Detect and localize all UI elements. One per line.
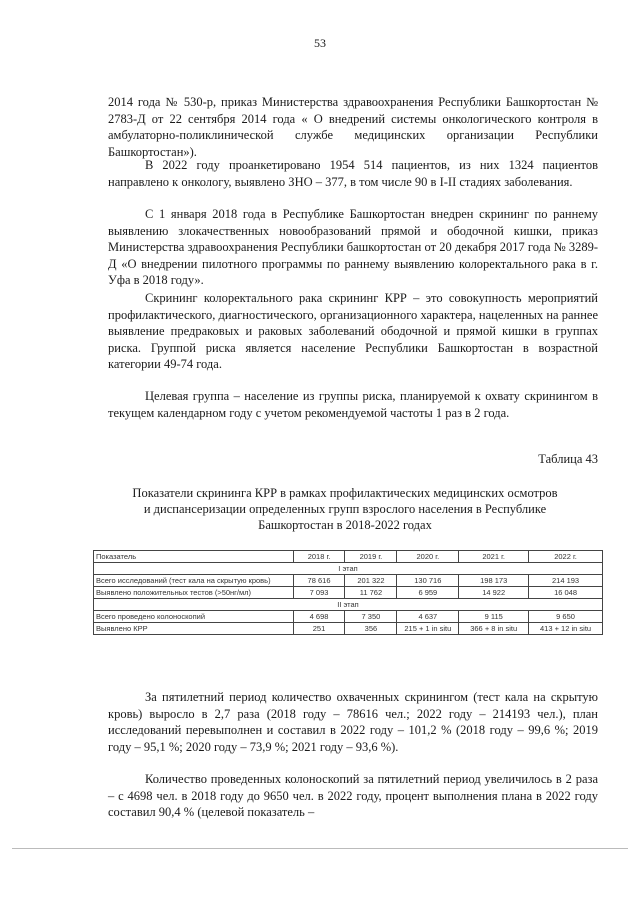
table-title: Показатели скрининга КРР в рамках профилактических медицинских осмотров и диспансеризации определенных групп взрослого населения в Республике Башкортостан в 2018-2022 годах bbox=[132, 486, 558, 532]
screening-table bbox=[93, 550, 603, 635]
footer-divider bbox=[12, 848, 628, 849]
header-year: 2021 г. bbox=[459, 551, 529, 563]
table-number: Таблица 43 bbox=[538, 452, 598, 466]
paragraph-survey-2022: В 2022 году проанкетировано 1954 514 пациентов, из них 1324 пациентов направлено к онкологу, выявлено ЗНО – 377, в том числе 90 в I-II стадиях заболевания. bbox=[108, 158, 598, 189]
cell-value: 4 637 bbox=[397, 611, 459, 623]
cell-value: 413 + 12 in situ bbox=[529, 623, 603, 635]
header-label: Показатель bbox=[94, 551, 294, 563]
table-row bbox=[94, 611, 603, 623]
table-header-row bbox=[94, 551, 603, 563]
cell-value: 7 350 bbox=[345, 611, 397, 623]
header-year: 2020 г. bbox=[397, 551, 459, 563]
table-row bbox=[94, 575, 603, 587]
cell-value: 78 616 bbox=[293, 575, 345, 587]
paragraph-coverage-growth: За пятилетний период количество охваченных скринингом (тест кала на скрытую кровь) выросло в 2,7 раза (2018 году – 78616 чел.; 2022 году – 214193 чел.), план исследований перевыполнен и составил в 2022 году – 101,2 % (2018 году – 99,6 %; 2019 году – 95,1 %; 2020 году – 73,9 %; 2021 году – 93,6 %). bbox=[108, 690, 598, 754]
cell-value: 16 048 bbox=[529, 587, 603, 599]
paragraph-screening-introduction: С 1 января 2018 года в Республике Башкортостан внедрен скрининг по раннему выявлению злокачественных новообразований прямой и ободочной кишки, приказ Министерства здравоохранения Республики башкортостан от 20 декабря 2017 года № 3289-Д «О внедрении пилотного программы по раннему выявлению колоректального рака в г. Уфа в 2018 году». bbox=[108, 207, 598, 287]
paragraph-colonoscopy-growth: Количество проведенных колоноскопий за пятилетний период увеличилось в 2 раза – с 4698 чел. в 2018 году до 9650 чел. в 2022 году, процент выполнения плана в 2022 году составил 90,4 % (целевой показатель – bbox=[108, 772, 598, 819]
cell-value: 4 698 bbox=[293, 611, 345, 623]
cell-value: 251 bbox=[293, 623, 345, 635]
cell-value: 201 322 bbox=[345, 575, 397, 587]
stage-1-label: I этап bbox=[94, 563, 603, 575]
table-row bbox=[94, 587, 603, 599]
cell-value: 11 762 bbox=[345, 587, 397, 599]
stage-row bbox=[94, 563, 603, 575]
row-label: Выявлено положительных тестов (>50нг/мл) bbox=[94, 587, 294, 599]
cell-value: 198 173 bbox=[459, 575, 529, 587]
paragraph-crc-screening-definition: Скрининг колоректального рака скрининг КРР – это совокупность мероприятий профилактического, диагностического, организационного характера, нацеленных на раннее выявление предраковых и раковых заболеваний ободочной и прямой кишки в группах риска. Группой риска является население Республики Башкортостан в возрастной категории 49-74 года. bbox=[108, 291, 598, 371]
cell-value: 215 + 1 in situ bbox=[397, 623, 459, 635]
header-year: 2018 г. bbox=[293, 551, 345, 563]
row-label: Всего проведено колоноскопий bbox=[94, 611, 294, 623]
cell-value: 9 650 bbox=[529, 611, 603, 623]
cell-value: 366 + 8 in situ bbox=[459, 623, 529, 635]
table-row bbox=[94, 623, 603, 635]
stage-row bbox=[94, 599, 603, 611]
paragraph-target-group: Целевая группа – население из группы риска, планируемой к охвату скринингом в текущем календарном году с учетом рекомендуемой частоты 1 раз в 2 года. bbox=[108, 389, 598, 420]
cell-value: 130 716 bbox=[397, 575, 459, 587]
stage-2-label: II этап bbox=[94, 599, 603, 611]
cell-value: 7 093 bbox=[293, 587, 345, 599]
header-year: 2022 г. bbox=[529, 551, 603, 563]
page-number: 53 bbox=[314, 36, 326, 50]
row-label: Выявлено КРР bbox=[94, 623, 294, 635]
row-label: Всего исследований (тест кала на скрытую кровь) bbox=[94, 575, 294, 587]
cell-value: 214 193 bbox=[529, 575, 603, 587]
paragraph-order-reference: 2014 года № 530-р, приказ Министерства здравоохранения Республики Башкортостан № 2783-Д от 22 сентября 2014 года « О внедрений системы онкологического контроля в амбулаторно-поликлинической службе медицинских организации Республики Башкортостан»). bbox=[108, 95, 598, 159]
cell-value: 9 115 bbox=[459, 611, 529, 623]
header-year: 2019 г. bbox=[345, 551, 397, 563]
cell-value: 356 bbox=[345, 623, 397, 635]
cell-value: 14 922 bbox=[459, 587, 529, 599]
cell-value: 6 959 bbox=[397, 587, 459, 599]
